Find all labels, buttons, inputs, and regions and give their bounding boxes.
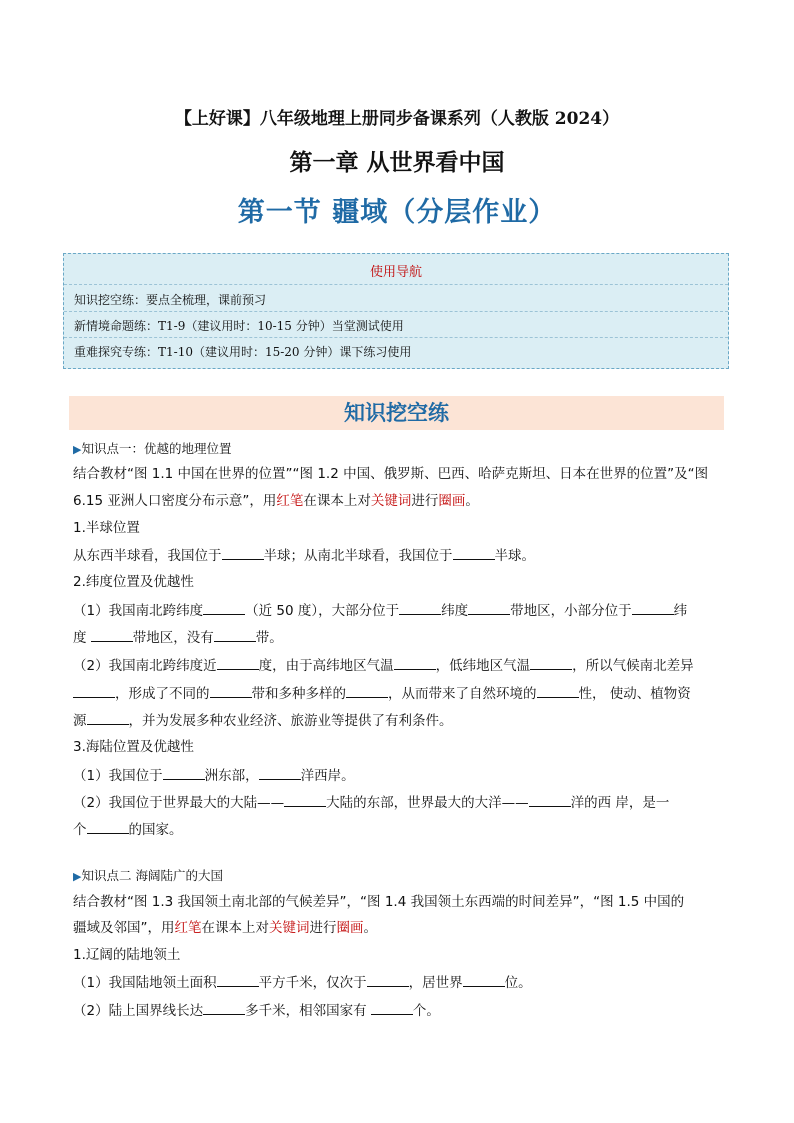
text: 的国家。 <box>128 822 183 838</box>
answer-blank[interactable] <box>530 655 572 670</box>
text: （2）我国南北跨纬度近 <box>73 658 217 674</box>
text: 源 <box>73 713 87 729</box>
red-keyword: 关键词 <box>370 493 412 509</box>
fill-in-line <box>73 819 723 840</box>
heading-text: 知识点二 海阔陆广的大国 <box>81 868 223 883</box>
text: 洲东部， <box>204 768 259 784</box>
triangle-bullet-icon: ▶ <box>73 870 82 883</box>
answer-blank[interactable] <box>87 710 129 725</box>
intro-text: 在课本上对 <box>201 920 269 936</box>
answer-blank[interactable] <box>468 600 510 615</box>
intro-text: 结合教材“图 1.1 中国在世界的位置”“图 1.2 中国、俄罗斯、巴西、哈萨克斯坦、日本在世界的位置”及“图 <box>73 466 709 482</box>
fill-in-line <box>73 600 723 621</box>
answer-blank[interactable] <box>91 627 133 642</box>
nav-line-new-context: 新情境命题练：T1-9（建议用时：10-15 分钟）当堂测试使用 <box>74 319 404 333</box>
knowledge-point-1-heading <box>73 439 231 457</box>
text: 半球；从南北半球看，我国位于 <box>263 548 453 564</box>
text: （近 50 度），大部分位于 <box>245 603 400 619</box>
nav-divider <box>64 337 728 338</box>
answer-blank[interactable] <box>203 600 245 615</box>
nav-title: 使用导航 <box>369 265 422 280</box>
text: （1）我国南北跨纬度 <box>73 603 204 619</box>
text: ，低纬地区气温 <box>435 658 531 674</box>
text: 多千米，相邻国家有 <box>245 1003 371 1019</box>
subsection-title: 1.半球位置 <box>73 520 140 536</box>
text: 度 <box>73 630 91 646</box>
answer-blank[interactable] <box>203 1000 245 1015</box>
kp2-intro-line-1 <box>73 892 723 912</box>
answer-blank[interactable] <box>537 683 579 698</box>
fill-in-line <box>73 710 723 731</box>
answer-blank[interactable] <box>346 683 388 698</box>
text: 大陆的东部，世界最大的大洋—— <box>326 795 529 811</box>
series-title: 【上好课】八年级地理上册同步备课系列（人教版 2024） <box>174 109 620 129</box>
text: （1）我国陆地领土面积 <box>73 975 217 991</box>
fill-in-line <box>73 972 723 993</box>
text: 位。 <box>504 975 532 991</box>
fill-in-line <box>73 655 723 676</box>
section-title: 第一节 疆域（分层作业） <box>237 197 557 228</box>
fill-in-line <box>73 683 723 704</box>
text: ，并为发展多种农业经济、旅游业等提供了有利条件。 <box>128 713 453 729</box>
answer-blank[interactable] <box>217 972 259 987</box>
usage-navigation-box <box>63 253 729 369</box>
nav-divider <box>64 311 728 312</box>
answer-blank[interactable] <box>529 792 571 807</box>
fill-in-line <box>73 792 723 813</box>
answer-blank[interactable] <box>222 545 264 560</box>
chapter-title: 第一章 从世界看中国 <box>289 150 505 176</box>
intro-text: 。 <box>465 493 479 509</box>
kp1-intro-line-2 <box>73 491 723 511</box>
text: 带地区，小部分位于 <box>510 603 632 619</box>
nav-line-inquiry: 重难探究专练：T1-10（建议用时：15-20 分钟）课下练习使用 <box>74 345 412 359</box>
text: 纬 <box>673 603 688 619</box>
fill-in-line <box>73 545 723 566</box>
text: 带地区，没有 <box>132 630 214 646</box>
intro-text: 结合教材“图 1.3 我国领土南北部的气候差异”，“图 1.4 我国领土东西端的时间差异”，“图 1.5 中国的 <box>73 894 685 910</box>
kp1-intro-line-1 <box>73 464 723 484</box>
text: 个 <box>73 822 87 838</box>
intro-text: 6.15 亚洲人口密度分布示意”，用 <box>73 493 277 509</box>
fill-in-line <box>73 765 723 786</box>
text: （1）我国位于 <box>73 768 163 784</box>
answer-blank[interactable] <box>217 655 259 670</box>
answer-blank[interactable] <box>210 683 252 698</box>
answer-blank[interactable] <box>453 545 495 560</box>
red-keyword: 红笔 <box>174 920 202 936</box>
subsection-title: 1.辽阔的陆地领土 <box>73 947 181 963</box>
answer-blank[interactable] <box>87 819 129 834</box>
text: 洋西岸。 <box>300 768 355 784</box>
intro-text: 进行 <box>309 920 337 936</box>
text: 度，由于高纬地区气温 <box>258 658 394 674</box>
text: 洋的西 岸，是一 <box>570 795 670 811</box>
intro-text: 。 <box>363 920 377 936</box>
nav-divider <box>64 284 728 285</box>
answer-blank[interactable] <box>73 683 115 698</box>
knowledge-point-2-heading <box>73 866 223 884</box>
text: 纬度 <box>441 603 469 619</box>
text: ，从而带来了自然环境的 <box>388 686 537 702</box>
text: ，居世界 <box>408 975 463 991</box>
text: 平方千米，仅次于 <box>258 975 367 991</box>
text: 性， 使动、植物资 <box>578 686 691 702</box>
text: ，形成了不同的 <box>115 686 210 702</box>
section-banner: 知识挖空练 <box>69 396 724 430</box>
answer-blank[interactable] <box>163 765 205 780</box>
fill-in-line <box>73 627 723 648</box>
answer-blank[interactable] <box>463 972 505 987</box>
kp2-intro-line-2 <box>73 918 723 938</box>
red-keyword: 圈画 <box>336 920 364 936</box>
fill-in-line <box>73 1000 723 1021</box>
subsection-title: 2.纬度位置及优越性 <box>73 574 194 590</box>
answer-blank[interactable] <box>259 765 301 780</box>
red-keyword: 关键词 <box>269 920 310 936</box>
text: ，所以气候南北差异 <box>572 658 694 674</box>
triangle-bullet-icon: ▶ <box>73 443 82 456</box>
text: （2）陆上国界线长达 <box>73 1003 204 1019</box>
intro-text: 在课本上对 <box>303 493 371 509</box>
answer-blank[interactable] <box>371 1000 413 1015</box>
text: 个。 <box>412 1003 440 1019</box>
answer-blank[interactable] <box>214 627 256 642</box>
answer-blank[interactable] <box>632 600 674 615</box>
text: 带。 <box>255 630 283 646</box>
subsection-title: 3.海陆位置及优越性 <box>73 739 194 755</box>
text: 从东西半球看，我国位于 <box>73 548 222 564</box>
answer-blank[interactable] <box>284 792 326 807</box>
nav-line-knowledge: 知识挖空练：要点全梳理，课前预习 <box>74 293 267 307</box>
answer-blank[interactable] <box>367 972 409 987</box>
answer-blank[interactable] <box>399 600 441 615</box>
red-keyword: 圈画 <box>438 493 466 509</box>
text: 带和多种多样的 <box>251 686 346 702</box>
red-keyword: 红笔 <box>276 493 304 509</box>
text: 半球。 <box>494 548 535 564</box>
text: （2）我国位于世界最大的大陆—— <box>73 795 285 811</box>
intro-text: 疆域及邻国”，用 <box>73 920 175 936</box>
answer-blank[interactable] <box>394 655 436 670</box>
intro-text: 进行 <box>411 493 439 509</box>
heading-text: 知识点一：优越的地理位置 <box>81 441 232 456</box>
